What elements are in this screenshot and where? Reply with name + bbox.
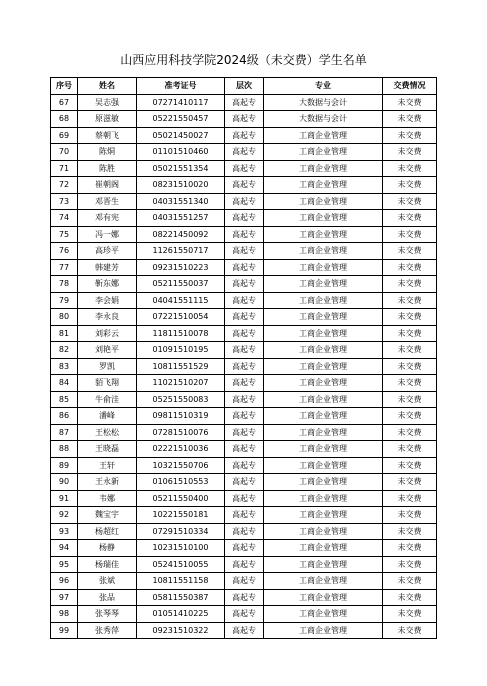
cell-seq: 80 — [51, 309, 78, 326]
cell-name: 刘艳平 — [78, 342, 137, 359]
cell-seq: 91 — [51, 490, 78, 507]
cell-exam-id: 11261550717 — [137, 243, 225, 260]
cell-fee-status: 未交费 — [383, 606, 437, 623]
cell-seq: 97 — [51, 589, 78, 606]
cell-level: 高起专 — [225, 292, 264, 309]
cell-seq: 71 — [51, 160, 78, 177]
document-title: 山西应用科技学院2024级（未交费）学生名单 — [120, 53, 367, 67]
cell-name: 李永良 — [78, 309, 137, 326]
cell-seq: 85 — [51, 391, 78, 408]
cell-exam-id: 07271410117 — [137, 94, 225, 111]
cell-exam-id: 05221550457 — [137, 111, 225, 128]
cell-fee-status: 未交费 — [383, 210, 437, 227]
cell-fee-status: 未交费 — [383, 507, 437, 524]
table-row — [51, 375, 437, 392]
cell-major: 工商企业管理 — [264, 144, 383, 161]
cell-major: 工商企业管理 — [264, 292, 383, 309]
cell-fee-status: 未交费 — [383, 391, 437, 408]
cell-fee-status: 未交费 — [383, 408, 437, 425]
cell-level: 高起专 — [225, 573, 264, 590]
cell-seq: 96 — [51, 573, 78, 590]
cell-major: 工商企业管理 — [264, 309, 383, 326]
cell-name: 魏宝宇 — [78, 507, 137, 524]
cell-seq: 81 — [51, 325, 78, 342]
cell-level: 高起专 — [225, 210, 264, 227]
table-row — [51, 226, 437, 243]
cell-exam-id: 05251550083 — [137, 391, 225, 408]
cell-exam-id: 07221510054 — [137, 309, 225, 326]
cell-name: 邓晋生 — [78, 193, 137, 210]
table-row — [51, 523, 437, 540]
cell-exam-id: 04031551257 — [137, 210, 225, 227]
cell-fee-status: 未交费 — [383, 144, 437, 161]
cell-fee-status: 未交费 — [383, 358, 437, 375]
cell-fee-status: 未交费 — [383, 573, 437, 590]
cell-level: 高起专 — [225, 177, 264, 194]
cell-major: 工商企业管理 — [264, 243, 383, 260]
cell-fee-status: 未交费 — [383, 556, 437, 573]
cell-name: 张斌 — [78, 573, 137, 590]
table-row — [51, 210, 437, 227]
table-row — [51, 111, 437, 128]
cell-fee-status: 未交费 — [383, 276, 437, 293]
cell-major: 工商企业管理 — [264, 622, 383, 639]
cell-name: 韩建芳 — [78, 259, 137, 276]
table-row — [51, 391, 437, 408]
cell-exam-id: 10221550181 — [137, 507, 225, 524]
table-row — [51, 606, 437, 623]
cell-fee-status: 未交费 — [383, 111, 437, 128]
cell-level: 高起专 — [225, 606, 264, 623]
cell-major: 工商企业管理 — [264, 457, 383, 474]
cell-name: 张品 — [78, 589, 137, 606]
cell-fee-status: 未交费 — [383, 243, 437, 260]
cell-seq: 78 — [51, 276, 78, 293]
cell-name: 吴志强 — [78, 94, 137, 111]
cell-seq: 93 — [51, 523, 78, 540]
table-row — [51, 259, 437, 276]
cell-level: 高起专 — [225, 556, 264, 573]
cell-seq: 77 — [51, 259, 78, 276]
cell-major: 工商企业管理 — [264, 507, 383, 524]
cell-seq: 94 — [51, 540, 78, 557]
cell-level: 高起专 — [225, 193, 264, 210]
cell-exam-id: 01061510553 — [137, 474, 225, 491]
cell-name: 高珍平 — [78, 243, 137, 260]
cell-seq: 79 — [51, 292, 78, 309]
cell-seq: 87 — [51, 424, 78, 441]
cell-fee-status: 未交费 — [383, 540, 437, 557]
cell-exam-id: 11811510078 — [137, 325, 225, 342]
table-row — [51, 424, 437, 441]
cell-seq: 69 — [51, 127, 78, 144]
cell-exam-id: 09231510223 — [137, 259, 225, 276]
cell-fee-status: 未交费 — [383, 259, 437, 276]
cell-major: 工商企业管理 — [264, 127, 383, 144]
cell-name: 王轩 — [78, 457, 137, 474]
cell-seq: 92 — [51, 507, 78, 524]
cell-fee-status: 未交费 — [383, 127, 437, 144]
cell-seq: 82 — [51, 342, 78, 359]
cell-exam-id: 09231510322 — [137, 622, 225, 639]
cell-exam-id: 01091510195 — [137, 342, 225, 359]
cell-exam-id: 04041551115 — [137, 292, 225, 309]
cell-seq: 74 — [51, 210, 78, 227]
cell-level: 高起专 — [225, 325, 264, 342]
cell-exam-id: 01051410225 — [137, 606, 225, 623]
cell-exam-id: 01101510460 — [137, 144, 225, 161]
cell-major: 工商企业管理 — [264, 441, 383, 458]
table-row — [51, 622, 437, 639]
cell-name: 罗凯 — [78, 358, 137, 375]
table-row — [51, 507, 437, 524]
cell-name: 王永新 — [78, 474, 137, 491]
cell-major: 工商企业管理 — [264, 375, 383, 392]
cell-major: 工商企业管理 — [264, 160, 383, 177]
table-row — [51, 94, 437, 111]
cell-exam-id: 05811550387 — [137, 589, 225, 606]
cell-level: 高起专 — [225, 342, 264, 359]
cell-level: 高起专 — [225, 127, 264, 144]
cell-seq: 99 — [51, 622, 78, 639]
cell-level: 高起专 — [225, 540, 264, 557]
cell-seq: 95 — [51, 556, 78, 573]
cell-name: 原滋敏 — [78, 111, 137, 128]
cell-seq: 75 — [51, 226, 78, 243]
cell-major: 大数据与会计 — [264, 94, 383, 111]
table-row — [51, 144, 437, 161]
student-roster-table — [50, 77, 437, 639]
cell-major: 工商企业管理 — [264, 391, 383, 408]
cell-level: 高起专 — [225, 457, 264, 474]
cell-name: 杨瑞佳 — [78, 556, 137, 573]
cell-seq: 86 — [51, 408, 78, 425]
table-row — [51, 540, 437, 557]
table-row — [51, 474, 437, 491]
cell-seq: 70 — [51, 144, 78, 161]
cell-major: 工商企业管理 — [264, 177, 383, 194]
cell-level: 高起专 — [225, 441, 264, 458]
cell-level: 高起专 — [225, 375, 264, 392]
cell-name: 韦娜 — [78, 490, 137, 507]
cell-exam-id: 10321550706 — [137, 457, 225, 474]
cell-exam-id: 05211550400 — [137, 490, 225, 507]
cell-seq: 88 — [51, 441, 78, 458]
header-exam-id: 准考证号 — [137, 78, 225, 95]
cell-major: 工商企业管理 — [264, 193, 383, 210]
table-header-row — [51, 78, 437, 95]
cell-fee-status: 未交费 — [383, 490, 437, 507]
cell-fee-status: 未交费 — [383, 325, 437, 342]
cell-seq: 68 — [51, 111, 78, 128]
cell-fee-status: 未交费 — [383, 309, 437, 326]
cell-exam-id: 11021510207 — [137, 375, 225, 392]
table-row — [51, 490, 437, 507]
cell-level: 高起专 — [225, 243, 264, 260]
cell-exam-id: 07281510076 — [137, 424, 225, 441]
header-seq: 序号 — [51, 78, 78, 95]
cell-name: 崔朝阁 — [78, 177, 137, 194]
table-row — [51, 441, 437, 458]
cell-exam-id: 09811510319 — [137, 408, 225, 425]
cell-fee-status: 未交费 — [383, 441, 437, 458]
table-row — [51, 342, 437, 359]
table-row — [51, 292, 437, 309]
cell-seq: 83 — [51, 358, 78, 375]
table-body — [51, 94, 437, 639]
table-row — [51, 127, 437, 144]
cell-fee-status: 未交费 — [383, 94, 437, 111]
cell-level: 高起专 — [225, 589, 264, 606]
cell-name: 牛俞洼 — [78, 391, 137, 408]
cell-exam-id: 02221510036 — [137, 441, 225, 458]
cell-exam-id: 08231510020 — [137, 177, 225, 194]
cell-major: 工商企业管理 — [264, 474, 383, 491]
cell-major: 工商企业管理 — [264, 342, 383, 359]
table-row — [51, 276, 437, 293]
cell-fee-status: 未交费 — [383, 474, 437, 491]
cell-major: 工商企业管理 — [264, 259, 383, 276]
cell-exam-id: 10231510100 — [137, 540, 225, 557]
header-name: 姓名 — [78, 78, 137, 95]
cell-exam-id: 05241510055 — [137, 556, 225, 573]
cell-major: 工商企业管理 — [264, 523, 383, 540]
cell-fee-status: 未交费 — [383, 622, 437, 639]
cell-level: 高起专 — [225, 490, 264, 507]
cell-fee-status: 未交费 — [383, 589, 437, 606]
cell-name: 靳东娜 — [78, 276, 137, 293]
cell-name: 刘彩云 — [78, 325, 137, 342]
cell-seq: 90 — [51, 474, 78, 491]
cell-major: 工商企业管理 — [264, 325, 383, 342]
cell-exam-id: 10811551158 — [137, 573, 225, 590]
cell-fee-status: 未交费 — [383, 375, 437, 392]
cell-name: 王松松 — [78, 424, 137, 441]
table-row — [51, 556, 437, 573]
cell-level: 高起专 — [225, 474, 264, 491]
cell-major: 大数据与会计 — [264, 111, 383, 128]
cell-fee-status: 未交费 — [383, 177, 437, 194]
table-row — [51, 177, 437, 194]
cell-name: 张琴琴 — [78, 606, 137, 623]
cell-major: 工商企业管理 — [264, 573, 383, 590]
cell-major: 工商企业管理 — [264, 589, 383, 606]
cell-seq: 84 — [51, 375, 78, 392]
table-row — [51, 325, 437, 342]
cell-level: 高起专 — [225, 276, 264, 293]
cell-name: 貊飞翔 — [78, 375, 137, 392]
cell-name: 蔡朝飞 — [78, 127, 137, 144]
cell-level: 高起专 — [225, 160, 264, 177]
cell-name: 张秀萍 — [78, 622, 137, 639]
cell-level: 高起专 — [225, 424, 264, 441]
cell-exam-id: 10811551529 — [137, 358, 225, 375]
cell-seq: 73 — [51, 193, 78, 210]
cell-level: 高起专 — [225, 408, 264, 425]
cell-level: 高起专 — [225, 358, 264, 375]
cell-level: 高起专 — [225, 144, 264, 161]
cell-fee-status: 未交费 — [383, 523, 437, 540]
cell-major: 工商企业管理 — [264, 358, 383, 375]
table-row — [51, 457, 437, 474]
cell-level: 高起专 — [225, 226, 264, 243]
cell-fee-status: 未交费 — [383, 193, 437, 210]
cell-major: 工商企业管理 — [264, 540, 383, 557]
cell-name: 邓有宪 — [78, 210, 137, 227]
header-fee-status: 交费情况 — [383, 78, 437, 95]
header-major: 专业 — [264, 78, 383, 95]
cell-name: 陈烔 — [78, 144, 137, 161]
cell-exam-id: 05211550037 — [137, 276, 225, 293]
cell-exam-id: 04031551340 — [137, 193, 225, 210]
cell-name: 陈胜 — [78, 160, 137, 177]
table-row — [51, 408, 437, 425]
cell-level: 高起专 — [225, 94, 264, 111]
table-row — [51, 243, 437, 260]
table-row — [51, 309, 437, 326]
cell-seq: 76 — [51, 243, 78, 260]
cell-major: 工商企业管理 — [264, 408, 383, 425]
table-row — [51, 573, 437, 590]
cell-fee-status: 未交费 — [383, 160, 437, 177]
cell-fee-status: 未交费 — [383, 292, 437, 309]
cell-seq: 98 — [51, 606, 78, 623]
cell-exam-id: 05021450027 — [137, 127, 225, 144]
cell-exam-id: 07291510334 — [137, 523, 225, 540]
cell-exam-id: 05021551354 — [137, 160, 225, 177]
cell-name: 杨超红 — [78, 523, 137, 540]
cell-level: 高起专 — [225, 111, 264, 128]
cell-level: 高起专 — [225, 622, 264, 639]
cell-seq: 72 — [51, 177, 78, 194]
cell-major: 工商企业管理 — [264, 210, 383, 227]
cell-major: 工商企业管理 — [264, 556, 383, 573]
cell-seq: 67 — [51, 94, 78, 111]
cell-name: 李会娟 — [78, 292, 137, 309]
cell-name: 冯一娜 — [78, 226, 137, 243]
cell-name: 潘峰 — [78, 408, 137, 425]
cell-level: 高起专 — [225, 309, 264, 326]
table-row — [51, 358, 437, 375]
cell-major: 工商企业管理 — [264, 226, 383, 243]
cell-major: 工商企业管理 — [264, 424, 383, 441]
table-row — [51, 589, 437, 606]
cell-level: 高起专 — [225, 391, 264, 408]
cell-major: 工商企业管理 — [264, 606, 383, 623]
cell-major: 工商企业管理 — [264, 490, 383, 507]
cell-fee-status: 未交费 — [383, 342, 437, 359]
cell-name: 王晓磊 — [78, 441, 137, 458]
header-level: 层次 — [225, 78, 264, 95]
cell-seq: 89 — [51, 457, 78, 474]
cell-fee-status: 未交费 — [383, 424, 437, 441]
table-row — [51, 193, 437, 210]
cell-level: 高起专 — [225, 507, 264, 524]
cell-name: 杨静 — [78, 540, 137, 557]
cell-fee-status: 未交费 — [383, 226, 437, 243]
cell-level: 高起专 — [225, 523, 264, 540]
cell-level: 高起专 — [225, 259, 264, 276]
cell-major: 工商企业管理 — [264, 276, 383, 293]
cell-fee-status: 未交费 — [383, 457, 437, 474]
table-row — [51, 160, 437, 177]
cell-exam-id: 08221450092 — [137, 226, 225, 243]
